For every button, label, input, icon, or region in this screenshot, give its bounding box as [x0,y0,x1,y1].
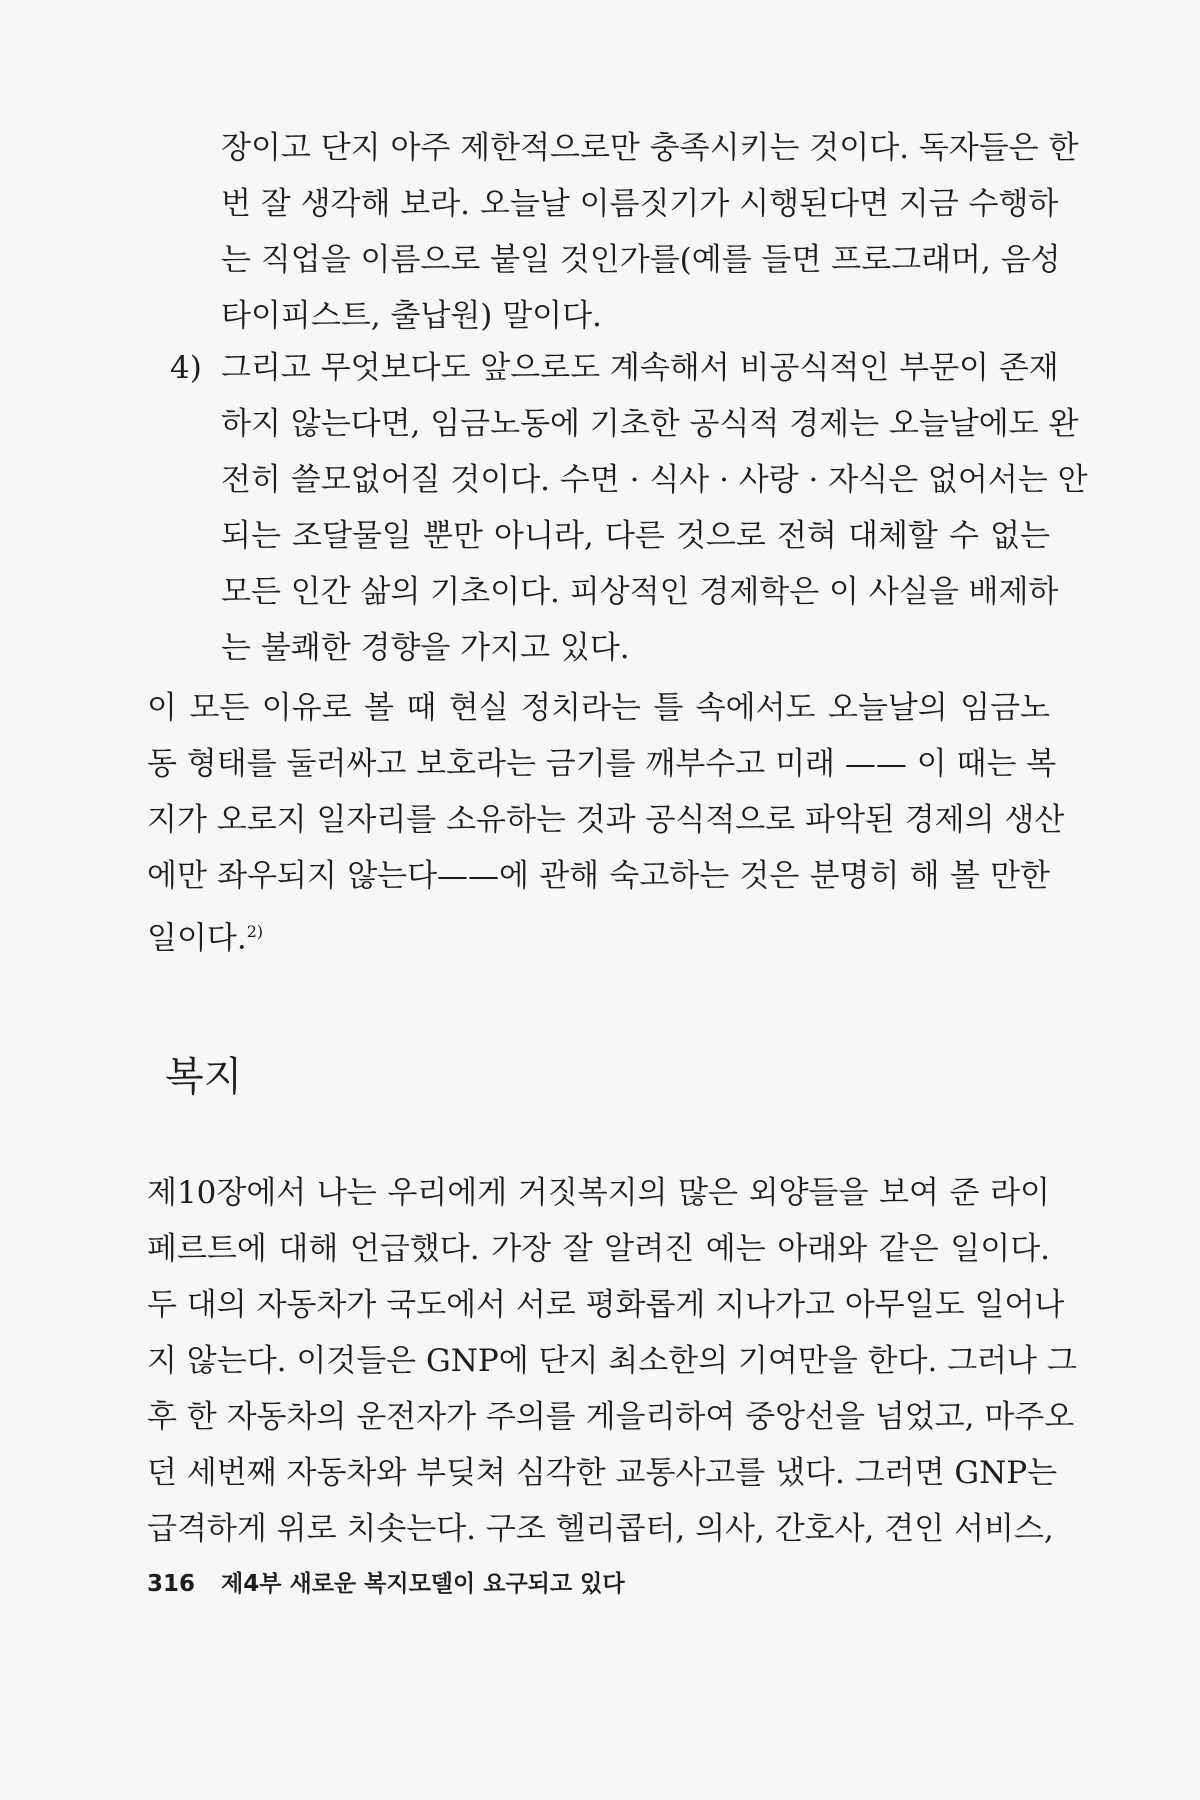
text-line: 두 대의 자동차가 국도에서 서로 평화롭게 지나가고 아무일도 일어나 [147,1287,1065,1323]
list-item-4 [170,340,1088,676]
text-line: 되는 조달물일 뿐만 아니라, 다른 것으로 전혀 대체할 수 없는 [221,518,1050,554]
running-title: 제4부 새로운 복지모델이 요구되고 있다 [221,1571,625,1597]
text-line-last [147,904,1050,966]
text-line: 페르트에 대해 언급했다. 가장 잘 알려진 예는 아래와 같은 일이다. [147,1231,1050,1267]
text-line: 번 잘 생각해 보라. 오늘날 이름짓기가 시행된다면 지금 수행하 [221,186,1059,222]
list-item-body [221,340,1088,676]
text-line: 급격하게 위로 치솟는다. 구조 헬리콥터, 의사, 간호사, 견인 서비스, [147,1511,1054,1547]
text-line: 던 세번째 자동차와 부딪쳐 심각한 교통사고를 냈다. 그러면 GNP는 [147,1455,1058,1491]
text-line: 는 직업을 이름으로 붙일 것인가를(예를 들면 프로그래머, 음성 [221,242,1061,278]
text-line: 지 않는다. 이것들은 GNP에 단지 최소한의 기여만을 한다. 그러나 그 [147,1343,1077,1379]
text-line: 이 모든 이유로 볼 때 현실 정치라는 틀 속에서도 오늘날의 임금노 [147,690,1050,726]
text-line: 모든 인간 삶의 기초이다. 피상적인 경제학은 이 사실을 배제하 [221,574,1059,610]
text-line: 지가 오로지 일자리를 소유하는 것과 공식적으로 파악된 경제의 생산 [147,802,1065,838]
paragraph-welfare [147,1165,1077,1557]
text-line: 전히 쓸모없어질 것이다. 수면 · 식사 · 사랑 · 자식은 없어서는 안 [221,462,1088,498]
page-number: 316 [147,1571,196,1597]
text-line: 하지 않는다면, 임금노동에 기초한 공식적 경제는 오늘날에도 완 [221,406,1079,442]
text-line: 일이다. [147,920,247,957]
section-heading: 복지 [165,1054,243,1100]
text-line: 는 불쾌한 경향을 가지고 있다. [221,630,630,666]
text-line: 에만 좌우되지 않는다——에 관해 숙고하는 것은 분명히 해 볼 만한 [147,858,1050,894]
page-footer [147,1565,625,1598]
text-line: 후 한 자동차의 운전자가 주의를 게을리하여 중앙선을 넘었고, 마주오 [147,1399,1075,1435]
text-line: 동 형태를 둘러싸고 보호라는 금기를 깨부수고 미래 —— 이 때는 복 [147,746,1057,782]
continued-paragraph [221,120,1079,344]
paragraph-future-work [147,680,1065,966]
text-line: 제10장에서 나는 우리에게 거짓복지의 많은 외양들을 보여 준 라이 [147,1175,1050,1211]
text-line: 그리고 무엇보다도 앞으로도 계속해서 비공식적인 부문이 존재 [221,350,1059,386]
text-line: 타이피스트, 출납원) 말이다. [221,298,602,334]
list-number: 4) [170,350,202,386]
footnote-marker: 2) [246,922,264,941]
text-line: 장이고 단지 아주 제한적으로만 충족시키는 것이다. 독자들은 한 [221,130,1079,166]
